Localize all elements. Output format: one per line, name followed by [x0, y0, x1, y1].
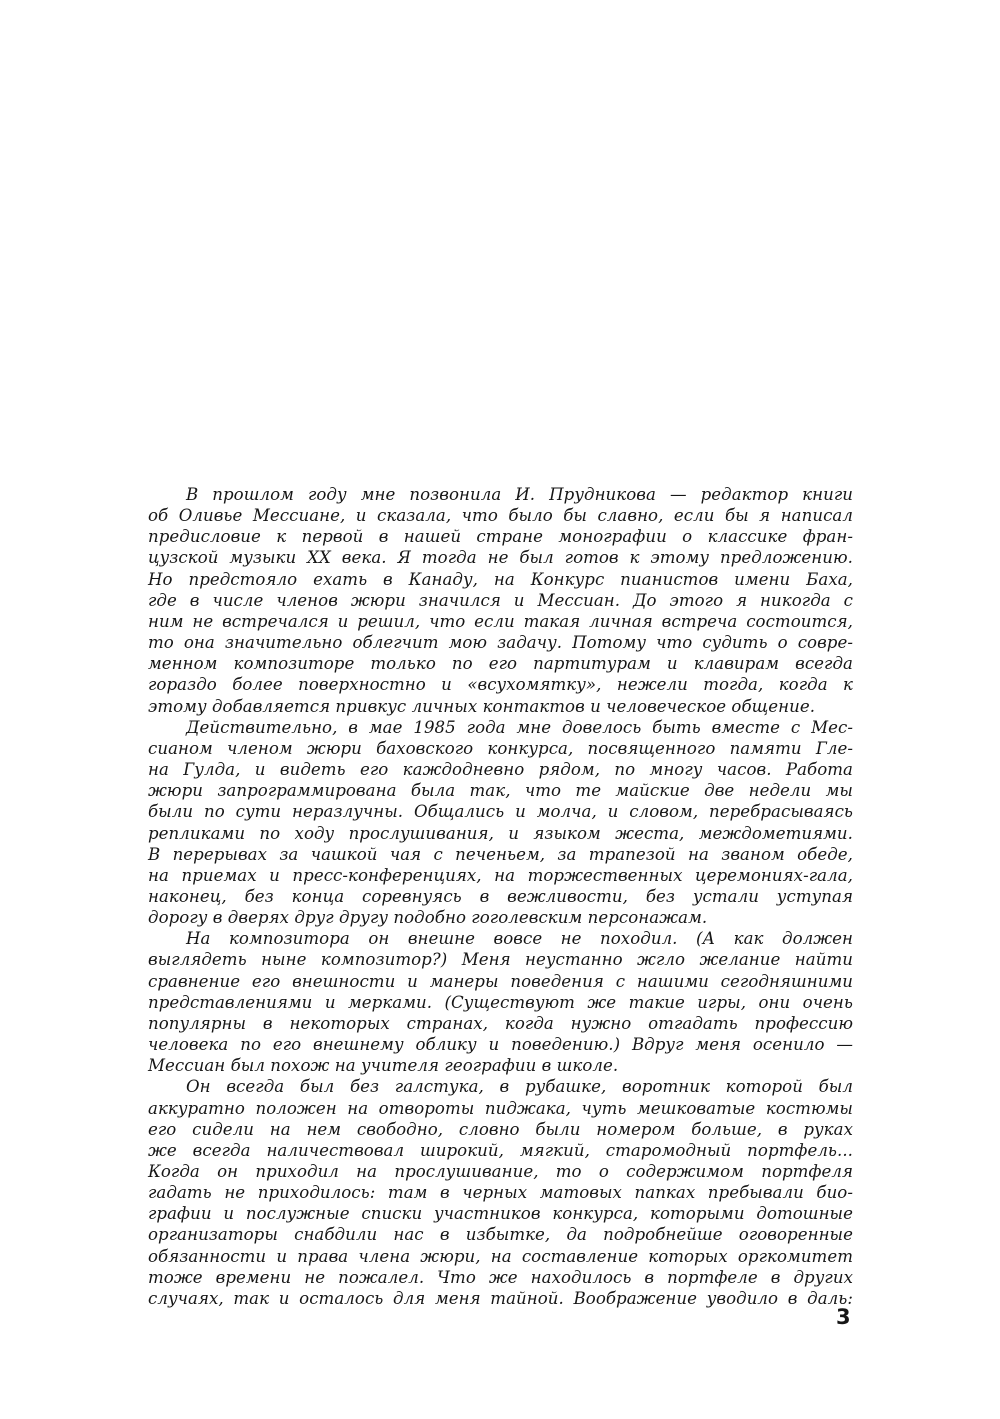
text-line: аккуратно положен на отвороты пиджака, чуть мешковатые костюмы: [148, 1098, 853, 1118]
paragraph-4: [148, 1076, 853, 1309]
text-line: наконец, без конца соревнуясь в вежливости, без устали уступая: [148, 886, 853, 906]
text-line: дорогу в дверях друг другу подобно гоголевским персонажам.: [148, 908, 708, 928]
text-line: сравнение его внешности и манеры поведения с нашими сегодняшними: [148, 971, 853, 991]
text-line: гораздо более поверхностно и «всухомятку», нежели тогда, когда к: [148, 675, 853, 695]
text-line: На композитора он внешне вовсе не походил. (А как должен: [186, 929, 853, 949]
text-line: где в числе членов жюри значился и Мессиан. До этого я никогда с: [148, 590, 853, 610]
text-line: графии и послужные списки участников конкурса, которыми дотошные: [148, 1204, 853, 1224]
text-line: гадать не приходилось: там в черных матовых папках пребывали био-: [148, 1183, 853, 1203]
text-line: обязанности и права члена жюри, на составление которых оргкомитет: [148, 1246, 853, 1266]
text-line: В прошлом году мне позвонила И. Прудникова — редактор книги: [186, 485, 853, 504]
text-line: на Гулда, и видеть его каждодневно рядом, по многу часов. Работа: [148, 760, 853, 780]
text-line: репликами по ходу прослушивания, и языком жеста, междометиями.: [148, 823, 853, 843]
text-line: Когда он приходил на прослушивание, то о содержимом портфеля: [148, 1162, 853, 1181]
text-line: тоже времени не пожалел. Что же находилось в портфеле в других: [148, 1267, 853, 1287]
text-line: его сидели на нем свободно, словно были номером больше, в руках: [148, 1119, 853, 1139]
text-line: цузской музыки XX века. Я тогда не был готов к этому предложению.: [148, 548, 853, 568]
text-line: В перерывах за чашкой чая с печеньем, за трапезой на званом обеде,: [148, 844, 853, 864]
page-number: 3: [836, 1305, 851, 1329]
text-line: то она значительно облегчит мою задачу. Потому что судить о совре-: [148, 633, 853, 653]
text-line: Мессиан был похож на учителя географии в школе.: [148, 1056, 619, 1076]
text-line: об Оливье Мессиане, и сказала, что было бы славно, если бы я написал: [148, 506, 853, 526]
text-line: случаях, так и осталось для меня тайной. Воображение уводило в даль:: [148, 1288, 853, 1308]
text-line: на приемах и пресс-конференциях, на торжественных церемониях-гала,: [148, 865, 853, 885]
text-line: были по сути неразлучны. Общались и молча, и словом, перебрасываясь: [148, 802, 853, 822]
text-line: Действительно, в мае 1985 года мне довелось быть вместе с Мес-: [186, 717, 853, 737]
text-line: человека по его внешнему облику и поведению.) Вдруг меня осенило —: [148, 1035, 853, 1055]
paragraph-3: [148, 928, 853, 1076]
text-line: Но предстояло ехать в Канаду, на Конкурс пианистов имени Баха,: [148, 569, 853, 589]
text-line: организаторы снабдили нас в избытке, да подробнейше оговоренные: [148, 1225, 853, 1245]
text-line: Он всегда был без галстука, в рубашке, воротник которой был: [186, 1077, 853, 1097]
text-line: представлениями и мерками. (Существуют же такие игры, они очень: [148, 992, 853, 1012]
text-line: предисловие к первой в нашей стране монографии о классике фран-: [148, 527, 853, 547]
text-line: же всегда наличествовал широкий, мягкий, старомодный портфель...: [148, 1140, 853, 1160]
text-line: выглядеть ныне композитор?) Меня неустанно жгло желание найти: [148, 950, 853, 970]
body-text: [148, 484, 853, 1309]
paragraph-1: [148, 484, 853, 717]
text-line: популярны в некоторых странах, когда нужно отгадать профессию: [148, 1013, 853, 1033]
text-line: ним не встречался и решил, что если такая личная встреча состоится,: [148, 611, 853, 631]
text-line: этому добавляется привкус личных контактов и человеческое общение.: [148, 696, 816, 716]
text-line: сианом членом жюри баховского конкурса, посвященного памяти Гле-: [148, 738, 853, 758]
paragraph-2: [148, 717, 853, 929]
text-line: менном композиторе только по его партитурам и клавирам всегда: [148, 654, 853, 674]
text-line: жюри запрограммирована была так, что те майские две недели мы: [148, 781, 853, 801]
